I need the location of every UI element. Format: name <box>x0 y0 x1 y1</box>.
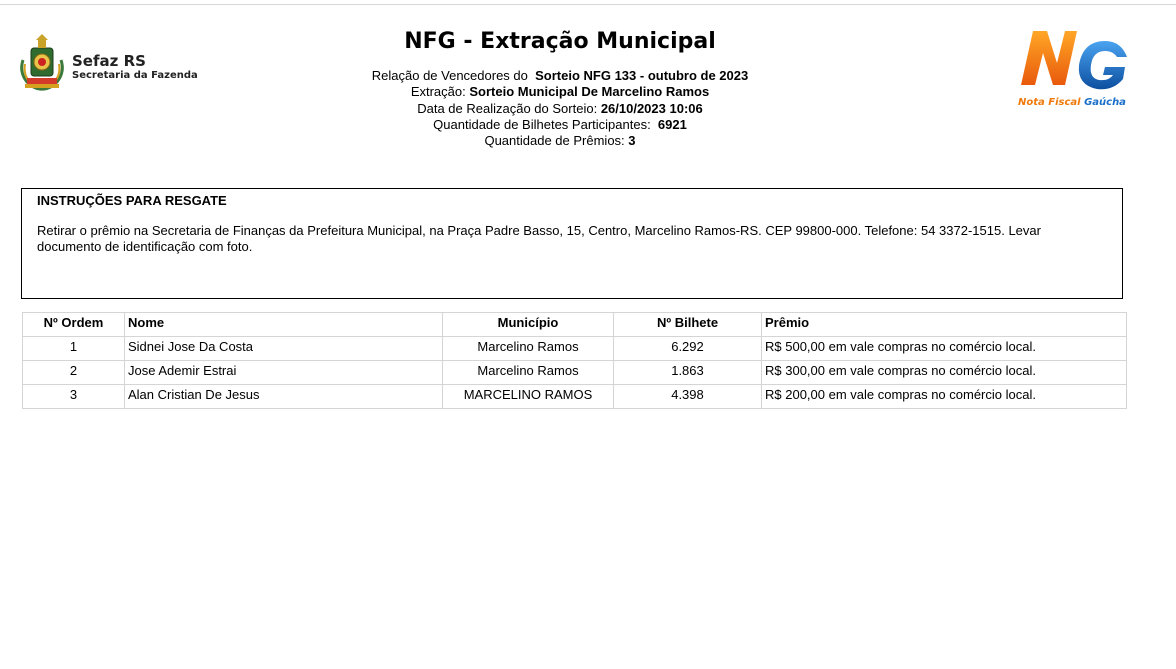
bilhetes-line: Quantidade de Bilhetes Participantes: 6921 <box>433 117 687 132</box>
cell-nome: Jose Ademir Estrai <box>125 361 443 385</box>
data-line: Data de Realização do Sorteio: 26/10/2023 10:06 <box>417 101 703 116</box>
instructions-box <box>21 188 1123 299</box>
bilhetes-value: 6921 <box>657 117 687 132</box>
cell-bilhete: 6.292 <box>614 337 762 361</box>
table-header-row <box>23 313 1127 337</box>
cell-nome: Alan Cristian De Jesus <box>125 385 443 409</box>
premios-value: 3 <box>628 133 636 148</box>
cell-ordem: 3 <box>23 385 125 409</box>
extracao-line: Extração: Sorteio Municipal De Marcelino Ramos <box>410 84 710 99</box>
extracao-value: Sorteio Municipal De Marcelino Ramos <box>469 84 710 99</box>
data-value: 26/10/2023 10:06 <box>600 101 703 116</box>
relacao-value: Sorteio NFG 133 - outubro de 2023 <box>535 68 749 83</box>
cell-ordem: 2 <box>23 361 125 385</box>
col-premio: Prêmio <box>762 313 1127 337</box>
cell-municipio: Marcelino Ramos <box>443 361 614 385</box>
winners-table <box>22 312 1127 409</box>
cell-nome: Sidnei Jose Da Costa <box>125 337 443 361</box>
agency-subtitle: Secretaria da Fazenda <box>72 70 198 81</box>
page-title: NFG - Extração Municipal <box>404 29 716 54</box>
cell-bilhete: 4.398 <box>614 385 762 409</box>
table-row <box>23 361 1127 385</box>
cell-bilhete: 1.863 <box>614 361 762 385</box>
cell-premio: R$ 300,00 em vale compras no comércio local. <box>762 361 1127 385</box>
cell-ordem: 1 <box>23 337 125 361</box>
top-divider <box>0 4 1176 5</box>
table-row <box>23 385 1127 409</box>
cell-municipio: Marcelino Ramos <box>443 337 614 361</box>
cell-municipio: MARCELINO RAMOS <box>443 385 614 409</box>
instructions-text: Retirar o prêmio na Secretaria de Finanças da Prefeitura Municipal, na Praça Padre Basso, 15, Centro, Marcelino Ramos-RS. CEP 99800-000. Telefone: 54 3372-1515. Levar documento de identificação com foto. <box>37 223 1041 254</box>
col-ordem: Nº Ordem <box>23 313 125 337</box>
cell-premio: R$ 500,00 em vale compras no comércio local. <box>762 337 1127 361</box>
relacao-line: Relação de Vencedores do Sorteio NFG 133 - outubro de 2023 <box>371 68 749 83</box>
agency-name: Sefaz RS <box>72 52 146 70</box>
col-bilhete: Nº Bilhete <box>614 313 762 337</box>
col-municipio: Município <box>443 313 614 337</box>
instructions-title: INSTRUÇÕES PARA RESGATE <box>37 193 227 208</box>
cell-premio: R$ 200,00 em vale compras no comércio local. <box>762 385 1127 409</box>
nfg-tagline: Nota Fiscal Gaúcha <box>1018 97 1126 108</box>
col-nome: Nome <box>125 313 443 337</box>
premios-line: Quantidade de Prêmios: 3 <box>484 133 636 148</box>
table-row <box>23 337 1127 361</box>
